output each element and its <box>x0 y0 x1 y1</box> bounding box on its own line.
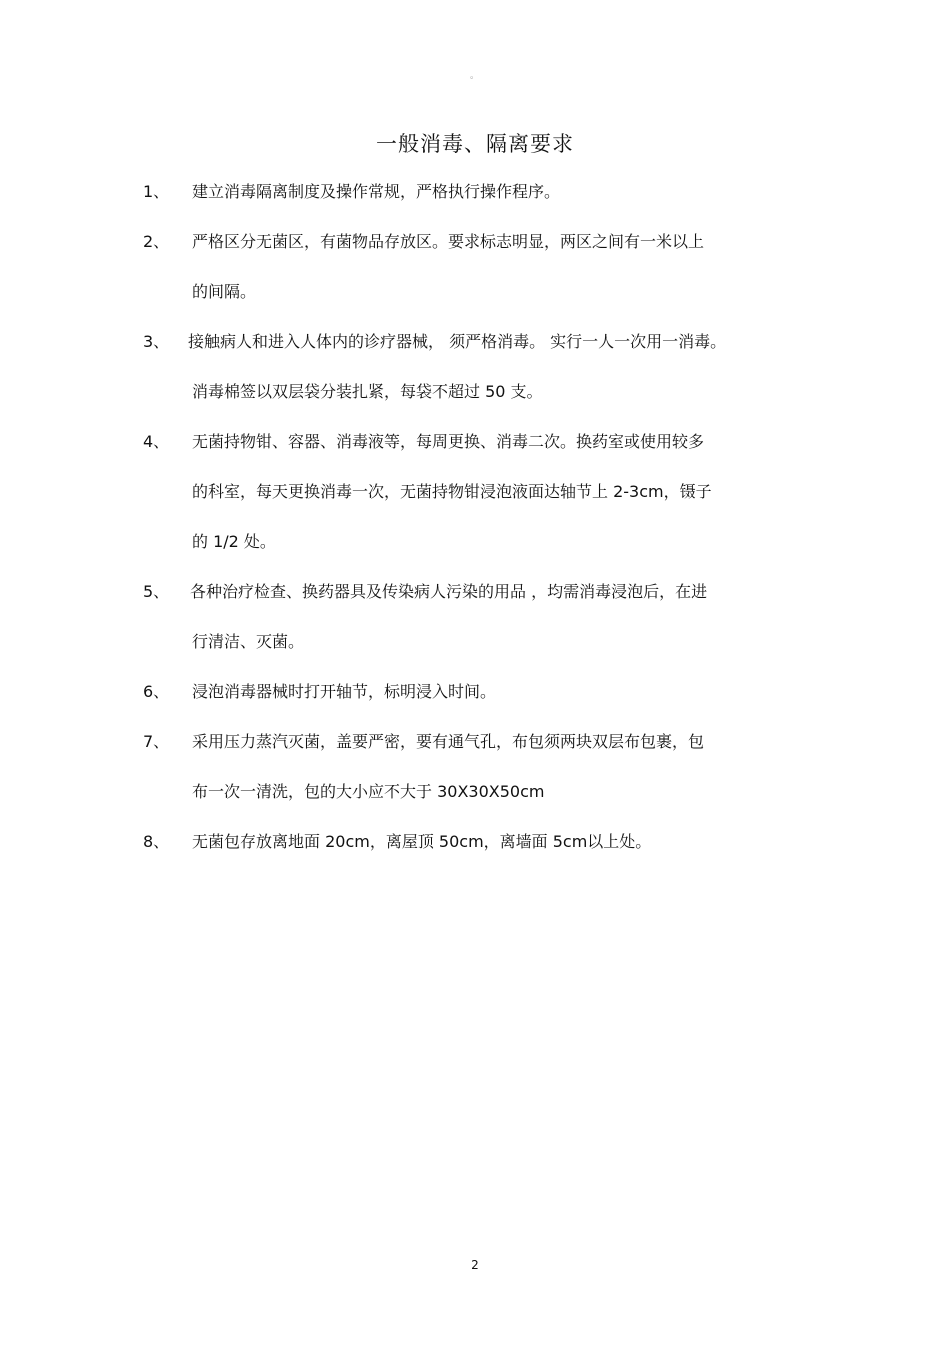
item-number: 5、 <box>143 582 170 601</box>
item-text: 严格区分无菌区，有菌物品存放区。要求标志明显，两区之间有一米以上 <box>192 232 705 251</box>
item-number: 7、 <box>143 732 170 751</box>
item-number: 4、 <box>143 432 170 451</box>
item-text: 各种治疗检查、换药器具及传染病人污染的用品 ，均需消毒浸泡后，在进 <box>190 582 708 601</box>
item-text: 浸泡消毒器械时打开轴节，标明浸入时间。 <box>192 682 497 701</box>
item-number: 2、 <box>143 232 170 251</box>
item-text-continued: 的间隔。 <box>192 282 257 301</box>
header-mark: 。 <box>470 71 480 81</box>
item-text: 无菌持物钳、容器、消毒液等，每周更换、消毒二次。换药室或使用较多 <box>192 432 705 451</box>
item-text: 接触病人和进入人体内的诊疗器械， 须严格消毒。 实行一人一次用一消毒。 <box>188 332 727 351</box>
item-text: 采用压力蒸汽灭菌，盖要严密，要有通气孔，布包须两块双层布包裹，包 <box>192 732 705 751</box>
item-number: 6、 <box>143 682 170 701</box>
item-text-continued: 消毒棉签以双层袋分装扎紧，每袋不超过 50 支。 <box>192 382 543 401</box>
item-text: 建立消毒隔离制度及操作常规，严格执行操作程序。 <box>192 182 561 201</box>
item-number: 3、 <box>143 332 170 351</box>
item-text-continued: 行清洁、灭菌。 <box>192 632 305 651</box>
item-text-continued: 布一次一清洗，包的大小应不大于 30X30X50cm <box>192 782 545 801</box>
item-text: 无菌包存放离地面 20cm，离屋顶 50cm，离墙面 5cm以上处。 <box>192 832 652 851</box>
page-title: 一般消毒、隔离要求 <box>376 132 574 156</box>
item-text-continued: 的 1/2 处。 <box>192 532 276 551</box>
item-text-continued: 的科室，每天更换消毒一次，无菌持物钳浸泡液面达轴节上 2-3cm，镊子 <box>192 482 712 501</box>
item-number: 1、 <box>143 182 170 201</box>
page-number: 2 <box>471 1258 479 1272</box>
item-number: 8、 <box>143 832 170 851</box>
